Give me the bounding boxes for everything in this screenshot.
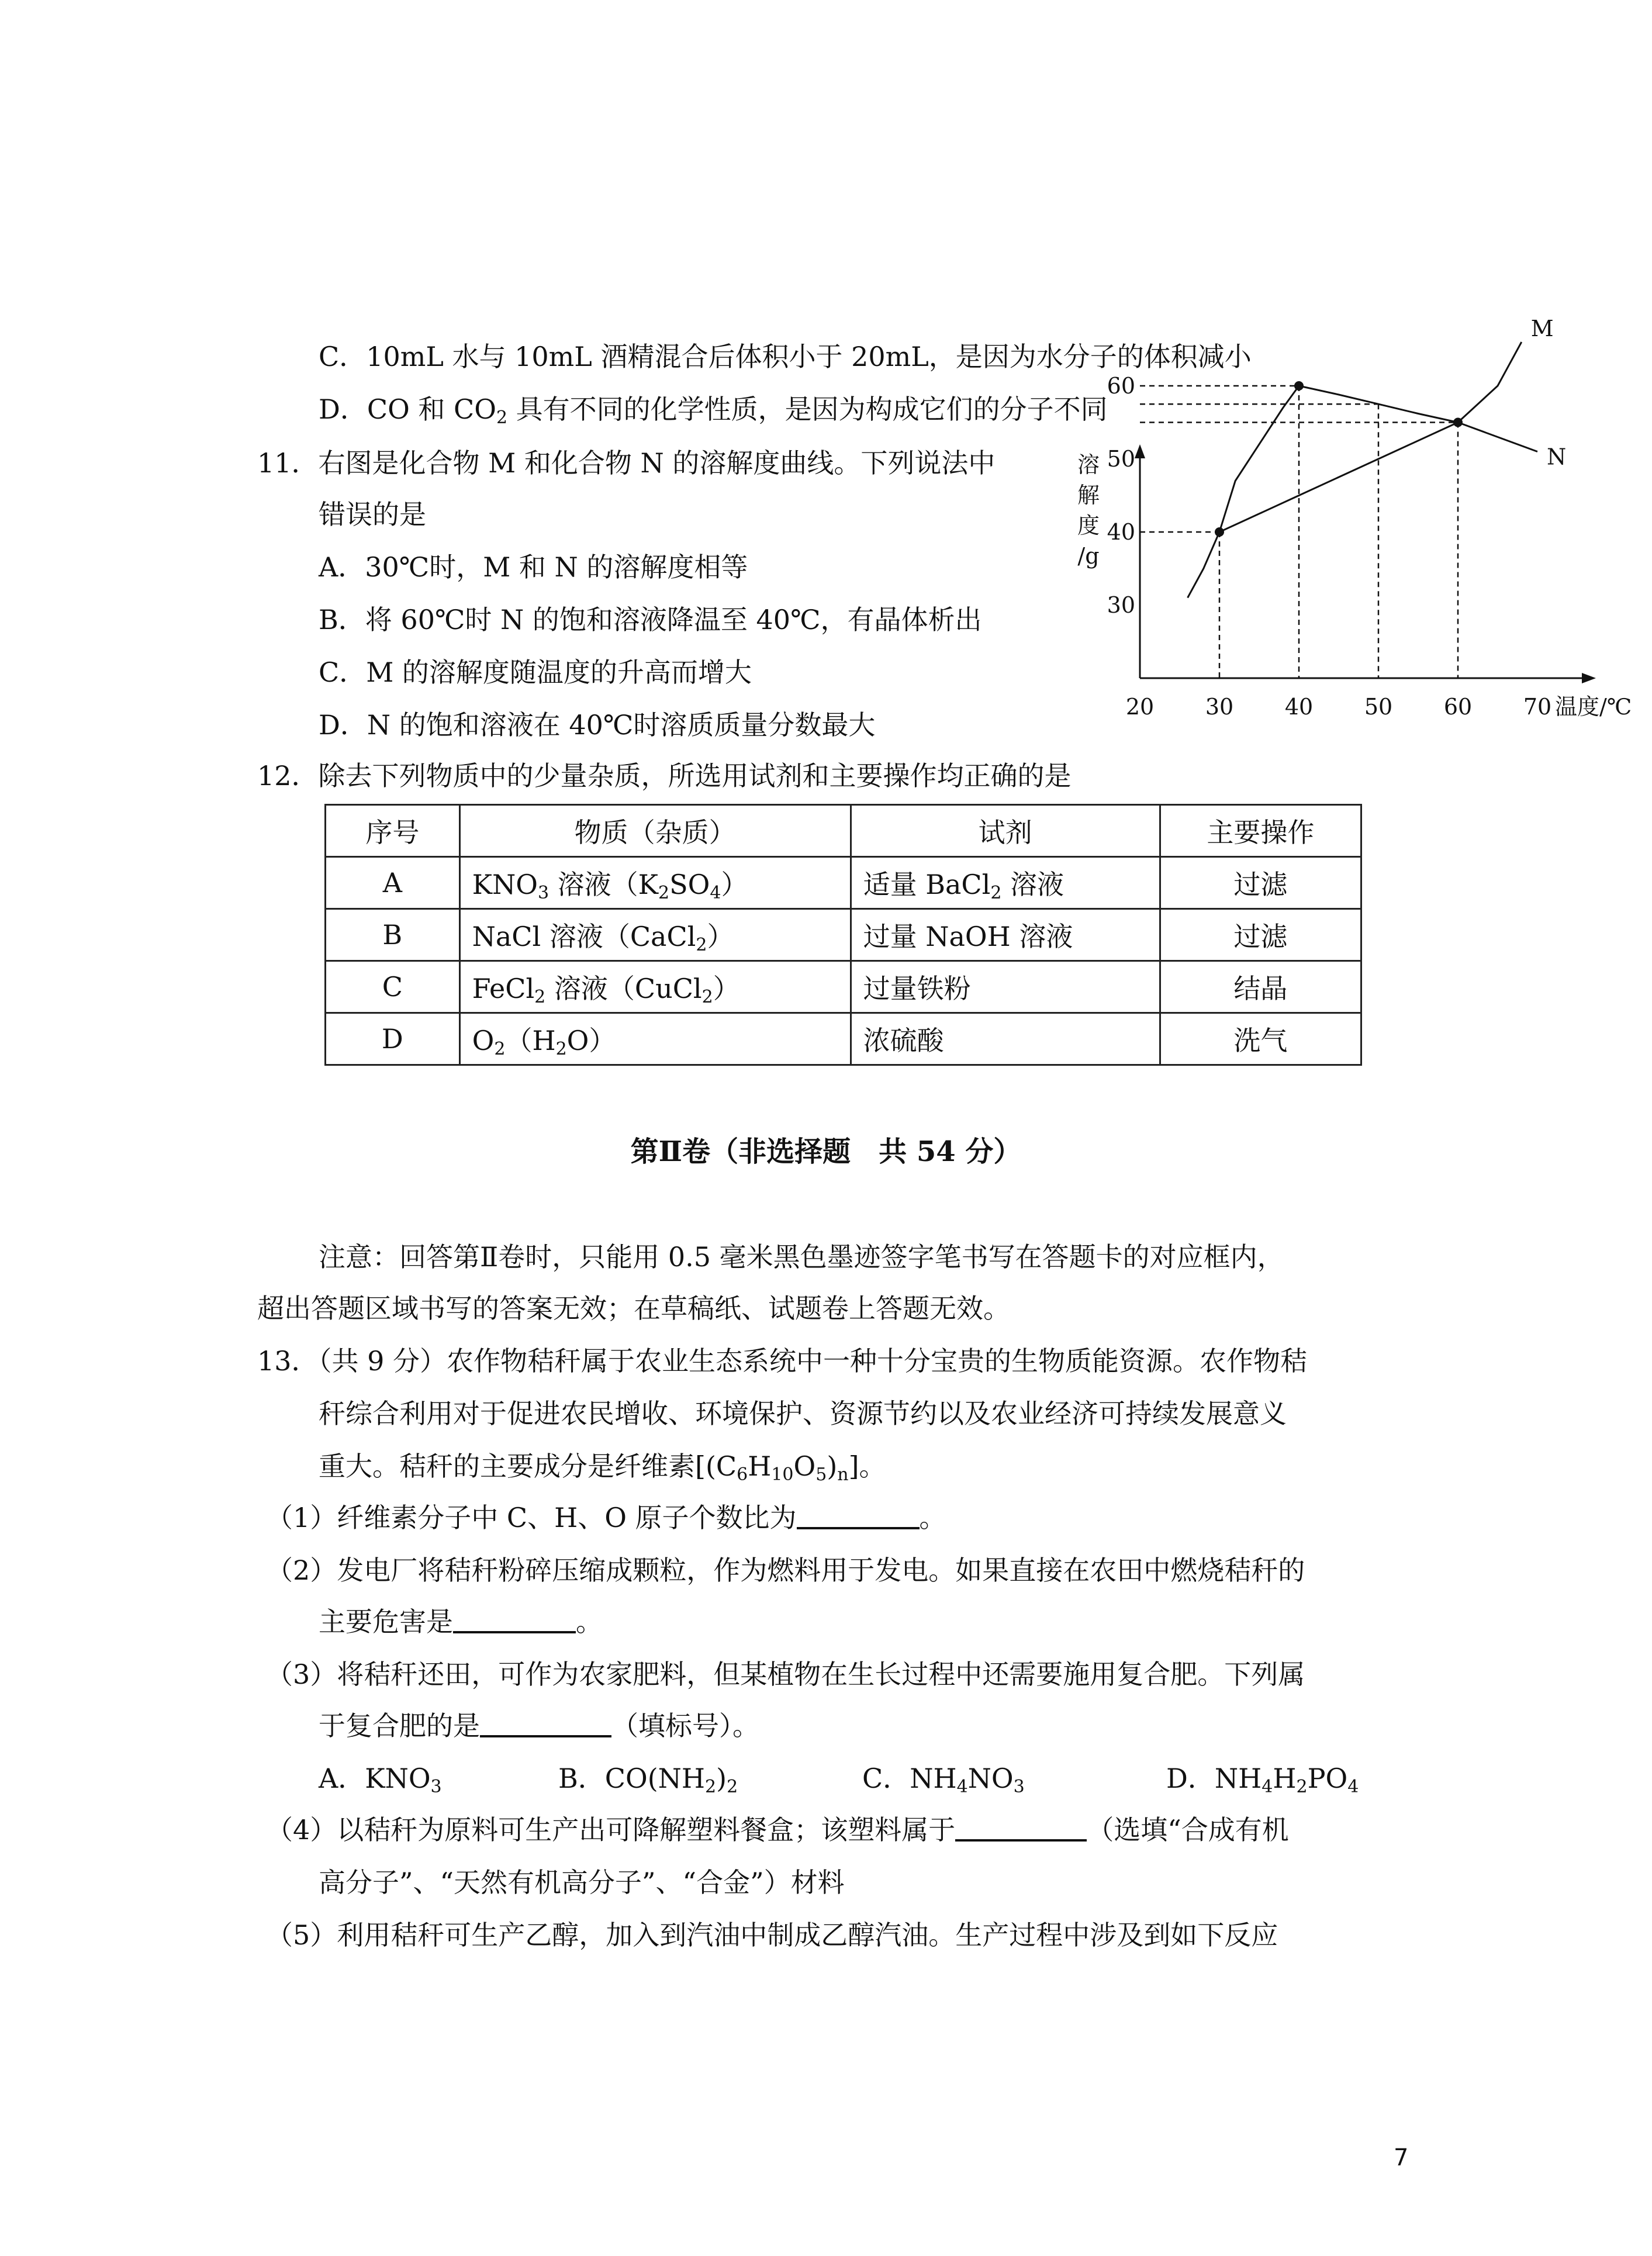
text-run: （H (505, 1025, 556, 1056)
answer-blank[interactable] (480, 1709, 611, 1737)
q13-stem-line2 (319, 1396, 1287, 1431)
q13-part4-line2: 高分子”、“天然有机高分子”、“合金”）材料 (319, 1867, 845, 1898)
x-tick-label: 30 (1205, 694, 1234, 720)
q13-part4-end: （选填“合成有机 (1087, 1814, 1289, 1846)
text-run: B．将 60℃时 N 的饱和溶液降温至 40℃，有晶体析出 (319, 604, 982, 635)
row-id: C (326, 961, 460, 1013)
data-point (1215, 527, 1224, 537)
text-run: 具有不同的化学性质，是因为构成它们的分子不同 (507, 393, 1108, 425)
subscript: 2 (727, 1777, 738, 1797)
y-axis-label: 溶 (1077, 452, 1100, 478)
text-run: C．NH (862, 1763, 957, 1794)
subscript: 2 (705, 1777, 717, 1797)
text-run: A．KNO (319, 1763, 431, 1794)
row-operation: 过滤 (1160, 857, 1361, 909)
x-tick-label: 40 (1284, 694, 1314, 720)
subscript: 3 (1013, 1777, 1025, 1797)
y-axis-label: 度 (1077, 513, 1100, 538)
x-tick-label: 60 (1443, 694, 1473, 720)
text-run: 秆综合利用对于促进农民增收、环境保护、资源节约以及农业经济可持续发展意义 (319, 1398, 1287, 1429)
table-row (326, 909, 1361, 961)
q11-option-d (319, 707, 875, 742)
q13-part2-line1: （2）发电厂将秸秆粉碎压缩成颗粒，作为燃料用于发电。如果直接在农田中燃烧秸秆的 (266, 1554, 1305, 1586)
row-reagent (851, 909, 1160, 961)
subscript: 2 (555, 1039, 567, 1059)
q11-option-c (319, 655, 752, 690)
text-run: FeCl (472, 973, 535, 1004)
text-run: ) (827, 1450, 838, 1482)
row-reagent (851, 1013, 1160, 1065)
y-axis-label: 解 (1077, 482, 1100, 508)
text-run: 过量 NaOH 溶液 (863, 921, 1073, 952)
q13-part2-text: 主要危害是 (319, 1606, 453, 1637)
x-tick-label: 70 (1523, 694, 1552, 720)
row-operation: 洗气 (1160, 1013, 1361, 1065)
q12-table (324, 804, 1362, 1066)
y-tick-label: 60 (1107, 373, 1135, 399)
q13-stem-line1 (257, 1343, 1307, 1379)
q10-option-c (319, 339, 1252, 374)
subscript: 2 (1296, 1777, 1308, 1797)
table-header: 物质（杂质） (459, 805, 851, 857)
y-tick-label: 50 (1107, 446, 1135, 472)
text-run: D．CO 和 CO (319, 393, 496, 425)
text-run: ]。 (848, 1450, 886, 1482)
text-run: 11．右图是化合物 M 和化合物 N 的溶解度曲线。下列说法中 (257, 447, 996, 479)
y-axis-label: /g (1077, 543, 1100, 569)
q13-part1 (266, 1500, 946, 1535)
text-run: 溶液 (1001, 869, 1065, 900)
y-tick-label: 40 (1107, 519, 1135, 545)
subscript: 2 (658, 883, 670, 903)
q12-stem (257, 758, 1072, 793)
q13-part1-end: 。 (919, 1502, 946, 1533)
text-run: 12．除去下列物质中的少量杂质，所选用试剂和主要操作均正确的是 (257, 760, 1072, 792)
text-run: O (793, 1450, 816, 1482)
subscript: 2 (496, 407, 508, 428)
subscript: n (837, 1464, 849, 1485)
subscript: 3 (537, 883, 549, 903)
q13-part3-end: （填标号）。 (611, 1710, 759, 1742)
section-title: 第Ⅱ卷（非选择题 共 54 分） (630, 1135, 1022, 1168)
text-run: O） (566, 1025, 616, 1056)
q10-option-d (319, 392, 1108, 427)
table-header: 主要操作 (1160, 805, 1361, 857)
text-run: 适量 BaCl (863, 869, 991, 900)
notice-line2: 超出答题区域书写的答案无效；在草稿纸、试题卷上答题无效。 (257, 1293, 1010, 1324)
x-axis-arrow (1582, 673, 1596, 683)
q13-part4-text: （4）以秸秆为原料可生产出可降解塑料餐盒；该塑料属于 (266, 1814, 956, 1846)
subscript: 4 (710, 883, 721, 903)
subscript: 6 (737, 1464, 748, 1485)
text-run: D．NH (1166, 1763, 1262, 1794)
text-run: ) (716, 1763, 727, 1794)
q13-part2-line2 (319, 1604, 603, 1639)
text-run: NO (967, 1763, 1014, 1794)
subscript: 2 (701, 987, 713, 1007)
row-reagent (851, 961, 1160, 1013)
subscript: 5 (815, 1464, 827, 1485)
data-point (1453, 418, 1463, 427)
q13-part1-text: （1）纤维素分子中 C、H、O 原子个数比为 (266, 1502, 797, 1533)
text-run: ） (707, 921, 734, 952)
x-tick-label: 20 (1125, 694, 1155, 720)
row-substance (459, 961, 851, 1013)
q11-stem-line1 (257, 445, 995, 481)
solubility-chart (1064, 316, 1632, 725)
data-point (1294, 381, 1304, 391)
q13-option-d (1166, 1761, 1359, 1796)
text-run: KNO (472, 869, 538, 900)
notice-line1: 注意：回答第Ⅱ卷时，只能用 0.5 毫米黑色墨迹签字笔书写在答题卡的对应框内， (319, 1241, 1284, 1273)
page-number: 7 (1394, 2144, 1409, 2171)
row-operation: 结晶 (1160, 961, 1361, 1013)
text-run: H (748, 1450, 772, 1482)
row-id: A (326, 857, 460, 909)
row-substance (459, 857, 851, 909)
series-N-label: N (1547, 444, 1567, 470)
row-substance (459, 909, 851, 961)
q13-part4-line1 (266, 1812, 1289, 1847)
y-tick-label: 30 (1107, 592, 1135, 618)
series-M-label: M (1530, 316, 1554, 341)
subscript: 4 (1262, 1777, 1273, 1797)
text-run: 浓硫酸 (863, 1025, 944, 1056)
text-run: C．10mL 水与 10mL 酒精混合后体积小于 20mL，是因为水分子的体积减小 (319, 341, 1252, 372)
subscript: 2 (534, 987, 546, 1007)
text-run: ） (721, 869, 748, 900)
x-tick-label: 50 (1364, 694, 1393, 720)
table-header: 序号 (326, 805, 460, 857)
q13-part2-end: 。 (576, 1606, 603, 1637)
table-row (326, 1013, 1361, 1065)
text-run: 溶液（K (549, 869, 659, 900)
text-run: NaCl 溶液（CaCl (472, 921, 696, 952)
subscript: 2 (696, 935, 707, 955)
row-id: D (326, 1013, 460, 1065)
subscript: 2 (990, 883, 1002, 903)
row-id: B (326, 909, 460, 961)
text-run: 13．（共 9 分）农作物秸秆属于农业生态系统中一种十分宝贵的生物质能资源。农作物秸 (257, 1345, 1308, 1377)
subscript: 4 (956, 1777, 968, 1797)
answer-blank[interactable] (453, 1605, 576, 1633)
table-row (326, 961, 1361, 1013)
q13-part3-line2 (319, 1708, 759, 1743)
text-run: H (1273, 1763, 1297, 1794)
q13-option-c (862, 1761, 1025, 1796)
q13-part3-text: 于复合肥的是 (319, 1710, 480, 1742)
text-run: D．N 的饱和溶液在 40℃时溶质质量分数最大 (319, 709, 876, 741)
q11-stem-line2 (319, 497, 426, 532)
text-run: 错误的是 (319, 499, 426, 530)
row-operation: 过滤 (1160, 909, 1361, 961)
answer-blank[interactable] (955, 1813, 1087, 1842)
q11-option-b (319, 602, 982, 637)
y-axis-arrow (1135, 444, 1145, 458)
text-run: SO (669, 869, 710, 900)
text-run: C．M 的溶解度随温度的升高而增大 (319, 657, 752, 688)
subscript: 10 (771, 1464, 794, 1485)
q13-option-a (319, 1761, 442, 1796)
q13-part5: （5）利用秸秆可生产乙醇，加入到汽油中制成乙醇汽油。生产过程中涉及到如下反应 (266, 1919, 1278, 1951)
series-N-line (1188, 423, 1537, 598)
text-run: 过量铁粉 (863, 973, 971, 1004)
row-reagent (851, 857, 1160, 909)
row-substance (459, 1013, 851, 1065)
q11-option-a (319, 550, 748, 585)
text-run: O (472, 1025, 495, 1056)
q13-stem-line3 (319, 1449, 886, 1484)
text-run: B．CO(NH (558, 1763, 706, 1794)
subscript: 2 (494, 1039, 506, 1059)
series-M-line (1219, 342, 1522, 532)
table-header: 试剂 (851, 805, 1160, 857)
answer-blank[interactable] (797, 1501, 920, 1529)
text-run: 溶液（CuCl (545, 973, 702, 1004)
x-axis-label: 温度/℃ (1555, 694, 1632, 720)
subscript: 3 (430, 1777, 442, 1797)
q13-part3-line1: （3）将秸秆还田，可作为农家肥料，但某植物在生长过程中还需要施用复合肥。下列属 (266, 1659, 1305, 1690)
q13-option-b (558, 1761, 738, 1796)
table-header-row (326, 805, 1361, 857)
text-run: ） (713, 973, 740, 1004)
text-run: A．30℃时，M 和 N 的溶解度相等 (319, 551, 748, 583)
subscript: 4 (1347, 1777, 1359, 1797)
text-run: 重大。秸秆的主要成分是纤维素[(C (319, 1450, 737, 1482)
text-run: PO (1307, 1763, 1348, 1794)
table-row (326, 857, 1361, 909)
